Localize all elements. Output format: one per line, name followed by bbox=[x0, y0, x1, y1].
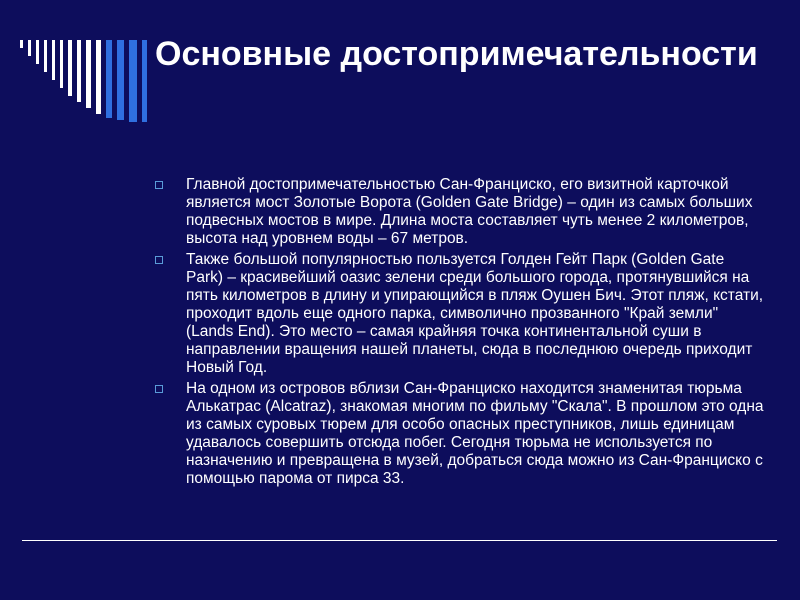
bullet-item bbox=[155, 380, 765, 488]
stripe bbox=[68, 40, 72, 96]
stripe bbox=[96, 40, 101, 114]
bullet-text: Главной достопримечательностью Сан-Франциско, его визитной карточкой является мост Золотые Ворота (Golden Gate Bridge) – один из самых больших подвесных мостов в мире. Длина моста составляет чуть менее 2 километров, высота над уровнем воды – 67 метров. bbox=[186, 176, 753, 247]
bullet-list bbox=[155, 176, 765, 491]
bottom-divider bbox=[22, 540, 777, 541]
stripe bbox=[86, 40, 91, 108]
hollow-square-icon bbox=[155, 256, 163, 264]
hollow-square-icon bbox=[155, 181, 163, 189]
stripe bbox=[20, 40, 23, 48]
stripe bbox=[60, 40, 63, 88]
stripe bbox=[106, 40, 112, 118]
bullet-text: На одном из островов вблизи Сан-Франциско находится знаменитая тюрьма Алькатрас (Alcatraz), знакомая многим по фильму "Скала". В прошлом это одна из самых суровых тюрем для особо опасных преступников, лишь единицам удавалось совершить отсюда побег. Сегодня тюрьма не используется по назначению и превращена в музей, добраться сюда можно из Сан-Франциско с помощью парома от пирса 33. bbox=[186, 380, 764, 487]
stripe bbox=[129, 40, 137, 122]
bullet-item bbox=[155, 251, 765, 377]
bullet-item bbox=[155, 176, 765, 248]
stripe bbox=[142, 40, 147, 122]
vertical-stripes-decoration bbox=[0, 0, 150, 130]
stripe bbox=[52, 40, 55, 80]
stripe bbox=[77, 40, 81, 102]
stripe bbox=[36, 40, 39, 64]
stripe bbox=[117, 40, 124, 120]
hollow-square-icon bbox=[155, 385, 163, 393]
stripe bbox=[28, 40, 31, 56]
slide-title: Основные достопримечательности bbox=[155, 35, 758, 73]
bullet-text: Также большой популярностью пользуется Голден Гейт Парк (Golden Gate Park) – красивейший оазис зелени среди большого города, протянувшийся на пять километров в длину и упирающийся в пляж Оушен Бич. Этот пляж, кстати, проходит вдоль еще одного парка, символично прозванного "Край земли" (Lands End). Это место – самая крайняя точка континентальной суши в направлении вращения нашей планеты, сюда в последнюю очередь приходит Новый Год. bbox=[186, 251, 764, 376]
stripe bbox=[44, 40, 47, 72]
